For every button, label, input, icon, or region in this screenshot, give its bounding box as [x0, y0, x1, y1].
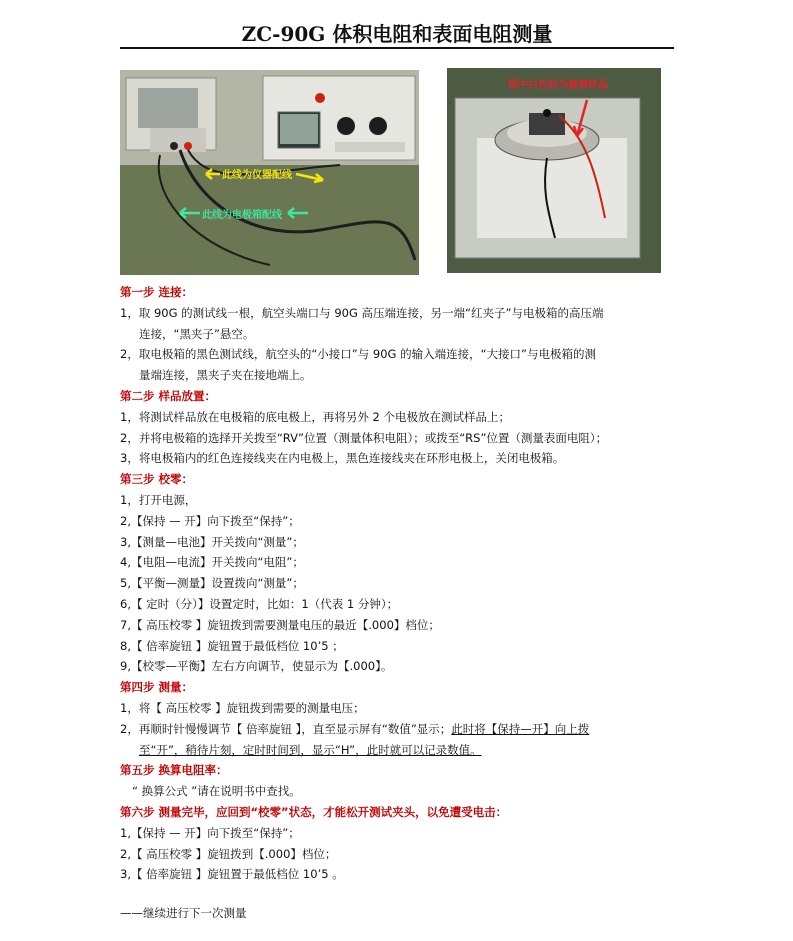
- step-line: [120, 719, 680, 740]
- step-text: 2,【保持 — 开】向下拨至“保持”；: [120, 513, 300, 528]
- instrument-setup-photo: [120, 70, 419, 275]
- step-text: 9,【校零—平衡】左右方向调节，使显示为【.000】。: [120, 659, 393, 674]
- step-line: [120, 324, 680, 345]
- step-line: [120, 303, 680, 324]
- step-text: 8,【 倍率旋钮 】旋钮置于最低档位 10’5 ；: [120, 638, 344, 653]
- step-text-underlined: 此时将【保持—开】向上拨: [451, 721, 590, 736]
- electrode-box-illustration: [447, 68, 661, 273]
- step-text: 至“开”，稍待片刻，定时时间到，显示“H”，此时就可以记录数值。: [139, 742, 482, 757]
- step-line: [120, 594, 680, 615]
- step-line: [120, 698, 680, 719]
- step-line: [120, 781, 680, 802]
- step-text: 连接，“黑夹子”悬空。: [139, 326, 255, 341]
- step-text: 3,【测量—电池】开关拨向“测量”；: [120, 534, 304, 549]
- step-text: 3，将电极箱内的红色连接线夹在内电极上，黑色连接线夹在环形电极上，关闭电极箱。: [120, 451, 565, 466]
- step-text: 2，取电极箱的黑色测试线，航空头的“小接口”与 90G 的输入端连接，“大接口”与电极箱的测: [120, 347, 596, 362]
- step-line: [120, 656, 680, 677]
- step-text: 6,【 定时（分）】设置定时，比如：1（代表 1 分钟）；: [120, 596, 399, 611]
- step-text: 2，并将电极箱的选择开关拨至“RV”位置（测量体积电阻）；或拨至“RS”位置（测量表面电阻）；: [120, 430, 608, 445]
- step-heading: [120, 802, 680, 823]
- step-line: [120, 344, 680, 365]
- step-line: [120, 365, 680, 386]
- step-text: 7,【 高压校零 】旋钮拨到需要测量电压的最近【.000】档位；: [120, 617, 440, 632]
- instruction-steps: [120, 282, 680, 885]
- step-line: [120, 864, 680, 885]
- step-text: 2,【 高压校零 】旋钮拨到【.000】档位；: [120, 846, 337, 861]
- step-line: [120, 823, 680, 844]
- step-line: [120, 428, 680, 449]
- footer-note: ——继续进行下一次测量: [120, 906, 247, 920]
- title-divider: [120, 47, 674, 49]
- step-text: 1，将测试样品放在电极箱的底电极上，再将另外 2 个电极放在测试样品上；: [120, 409, 510, 424]
- step-heading: [120, 386, 680, 407]
- step-text: 第四步 测量：: [120, 680, 194, 695]
- step-text: 第三步 校零：: [120, 472, 194, 487]
- electrode-box-wire-label: 此线为电极箱配线: [202, 210, 282, 221]
- page-title: ZC-90G 体积电阻和表面电阻测量: [241, 22, 553, 46]
- step-heading: [120, 760, 680, 781]
- step-line: [120, 448, 680, 469]
- step-line: [120, 636, 680, 657]
- instrument-wire-label: 此线为仪器配线: [222, 170, 292, 181]
- step-line: [120, 407, 680, 428]
- step-text: 第六步 测量完毕，应回到“校零”状态，才能松开测试夹头，以免遭受电击：: [120, 804, 508, 819]
- step-line: [120, 490, 680, 511]
- step-text: 量端连接，黑夹子夹在接地端上。: [139, 368, 312, 383]
- step-text: “ 换算公式 ”请在说明书中查找。: [132, 784, 301, 799]
- step-heading: [120, 469, 680, 490]
- step-text: 1,【保持 — 开】向下拨至“保持”；: [120, 825, 300, 840]
- sample-label: 图中白色的为被测样品: [508, 80, 608, 91]
- step-text: 第二步 样品放置：: [120, 388, 217, 403]
- step-line: [120, 844, 680, 865]
- step-heading: [120, 677, 680, 698]
- step-heading: [120, 282, 680, 303]
- step-line: [120, 573, 680, 594]
- step-line: [120, 740, 680, 761]
- step-line: [120, 511, 680, 532]
- step-text: 5,【平衡—测量】设置拨向“测量”；: [120, 576, 304, 591]
- step-line: [120, 552, 680, 573]
- step-line: [120, 532, 680, 553]
- step-text: 1，打开电源，: [120, 492, 197, 507]
- step-text: 第一步 连接：: [120, 285, 194, 299]
- step-text: 1，将【 高压校零 】旋钮拨到需要的测量电压；: [120, 700, 365, 715]
- step-line: [120, 615, 680, 636]
- step-text: 2，再顺时针慢慢调节【 倍率旋钮 】，直至显示屏有“数值”显示；: [120, 721, 452, 736]
- electrode-box-photo: [447, 68, 661, 273]
- step-text: 3,【 倍率旋钮 】旋钮置于最低档位 10’5 。: [120, 867, 344, 882]
- step-text: 第五步 换算电阻率：: [120, 763, 228, 778]
- step-text: 4,【电阻—电流】开关拨向“电阻”；: [120, 555, 304, 570]
- step-text: 1，取 90G 的测试线一根，航空头端口与 90G 高压端连接，另一端“红夹子”与电极箱的高压端: [120, 305, 604, 320]
